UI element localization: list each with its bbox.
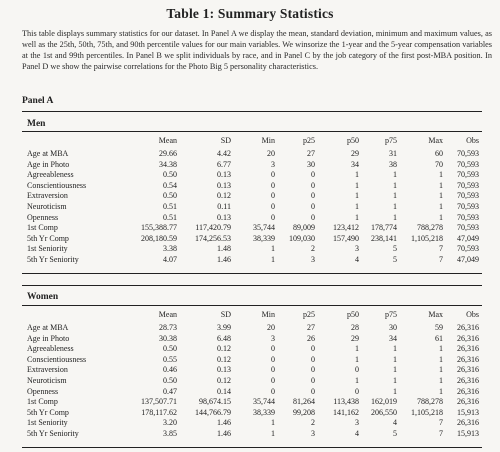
cell-max: 61 [435,333,443,343]
header-mean: Mean [158,136,177,145]
cell-obs: 70,593 [457,149,479,158]
cell-p75: 4 [393,418,397,428]
cell-max: 1,105,218 [411,233,443,243]
header-max: Max [428,310,443,319]
row-label: 1st Seniority [27,418,68,428]
row-label: 1st Comp [27,223,58,233]
table-row [27,149,481,160]
cell-sd: 1.46 [217,418,231,428]
cell-mean: 4.07 [163,254,177,264]
cell-mean: 0.50 [163,191,177,201]
cell-p75: 1 [393,354,397,364]
cell-max: 1 [439,212,443,222]
table-row [27,376,481,387]
cell-mean: 28.73 [159,323,177,332]
table-row [27,213,481,224]
women-section-title: Women [27,292,59,302]
cell-min: 0 [271,180,275,190]
cell-p75: 31 [389,149,397,158]
cell-p75: 1 [393,170,397,180]
cell-max: 1 [439,180,443,190]
cell-min: 1 [271,244,275,254]
cell-p75: 1 [393,375,397,385]
cell-sd: 117,420.79 [195,223,231,233]
cell-p50: 4 [355,428,359,438]
row-label: 5th Yr Seniority [27,428,79,438]
header-obs: Obs [466,310,479,319]
cell-sd: 98,674.15 [199,397,231,407]
table-row [27,160,481,171]
cell-min: 1 [271,428,275,438]
cell-p50: 1 [355,201,359,211]
cell-sd: 0.13 [217,170,231,180]
cell-p25: 0 [311,170,315,180]
cell-obs: 70,593 [457,201,479,211]
cell-max: 7 [439,418,443,428]
cell-sd: 0.11 [217,201,231,211]
cell-min: 1 [271,418,275,428]
row-label: Openness [27,386,59,396]
table-description: This table displays summary statistics for our dataset. In Panel A we display the mean, standard deviation, minimum and maximum values, as well as the 25th, 50th, 75th, and 90th percentile values for our main variables. We winsorize the 1-year and the 5-year compensation variables at the 1st and 99th percentiles. In Panel B we split individuals by race, and in Panel C by the job category of the first post-MBA position. In Panel D we show the pairwise correlations for the Photo Big 5 personality characteristics. [22,29,492,71]
row-label: Neuroticism [27,201,67,211]
cell-sd: 0.12 [217,191,231,201]
table-row [27,397,481,408]
cell-p75: 206,550 [371,407,397,417]
table-row [27,365,481,376]
cell-p25: 0 [311,201,315,211]
cell-p25: 0 [311,354,315,364]
cell-p25: 109,030 [289,233,315,243]
cell-sd: 1.46 [217,254,231,264]
cell-mean: 0.54 [163,180,177,190]
header-p25: p25 [303,136,315,145]
cell-p75: 178,774 [371,223,397,233]
cell-mean: 34.38 [159,159,177,169]
header-blank [27,132,113,149]
cell-sd: 6.77 [217,159,231,169]
cell-min: 20 [267,149,275,158]
table-row [27,234,481,245]
cell-p50: 1 [355,180,359,190]
cell-obs: 70,593 [457,191,479,201]
cell-sd: 144,766.79 [195,407,231,417]
cell-obs: 26,316 [457,397,479,407]
cell-mean: 3.20 [163,418,177,428]
panel-label: Panel A [22,96,54,106]
cell-p75: 1 [393,180,397,190]
cell-p50: 141,162 [333,407,359,417]
cell-p50: 0 [355,386,359,396]
cell-sd: 174,256.53 [195,233,231,243]
cell-p25: 2 [311,244,315,254]
cell-obs: 70,593 [457,159,479,169]
cell-p75: 238,141 [371,233,397,243]
header-p75: p75 [385,136,397,145]
cell-min: 1 [271,254,275,264]
cell-min: 38,339 [253,233,275,243]
cell-min: 35,744 [253,397,275,407]
cell-max: 1 [439,170,443,180]
table-row [27,355,481,366]
cell-min: 0 [271,170,275,180]
table-row [27,408,481,419]
cell-obs: 70,593 [457,170,479,180]
cell-p50: 4 [355,254,359,264]
cell-obs: 70,593 [457,223,479,233]
cell-sd: 0.12 [217,344,231,354]
cell-p25: 0 [311,180,315,190]
header-min: Min [261,310,275,319]
row-label: Agreeableness [27,344,74,354]
header-max: Max [428,136,443,145]
men-top-rule [22,111,482,112]
row-label: 1st Seniority [27,244,68,254]
cell-p75: 5 [393,254,397,264]
cell-p75: 1 [393,344,397,354]
cell-p25: 0 [311,365,315,375]
cell-min: 0 [271,191,275,201]
row-label: 5th Yr Comp [27,407,69,417]
table-row [27,334,481,345]
cell-obs: 70,593 [457,212,479,222]
cell-max: 1 [439,344,443,354]
table-row [27,344,481,355]
women-header-row [27,306,481,323]
cell-p50: 3 [355,418,359,428]
cell-min: 35,744 [253,223,275,233]
cell-sd: 0.13 [217,212,231,222]
cell-min: 3 [271,159,275,169]
row-label: Extraversion [27,365,68,375]
women-stats-table [27,306,481,440]
cell-min: 0 [271,201,275,211]
cell-sd: 0.13 [217,365,231,375]
cell-mean: 155,388.77 [141,223,177,233]
header-p75: p75 [385,310,397,319]
men-bottom-rule [22,273,482,274]
cell-p25: 3 [311,254,315,264]
cell-sd: 4.42 [217,149,231,158]
row-label: Conscientiousness [27,354,87,364]
header-sd: SD [220,310,231,319]
cell-max: 1 [439,386,443,396]
header-mean: Mean [158,310,177,319]
cell-p75: 1 [393,365,397,375]
cell-min: 38,339 [253,407,275,417]
cell-obs: 47,049 [457,233,479,243]
cell-max: 7 [439,254,443,264]
cell-p50: 3 [355,244,359,254]
cell-mean: 137,507.71 [141,397,177,407]
row-label: 1st Comp [27,397,58,407]
cell-obs: 26,316 [457,375,479,385]
cell-max: 7 [439,428,443,438]
cell-sd: 0.12 [217,375,231,385]
cell-max: 1,105,218 [411,407,443,417]
cell-obs: 26,316 [457,365,479,375]
cell-sd: 0.12 [217,354,231,364]
cell-obs: 26,316 [457,344,479,354]
cell-p25: 0 [311,386,315,396]
cell-obs: 26,316 [457,418,479,428]
cell-p75: 38 [389,159,397,169]
cell-p50: 0 [355,365,359,375]
cell-min: 0 [271,375,275,385]
table-row [27,181,481,192]
men-section-title: Men [27,119,46,129]
header-p50: p50 [347,310,359,319]
table-row [27,429,481,440]
cell-max: 788,278 [417,397,443,407]
cell-p25: 26 [307,333,315,343]
cell-p50: 113,438 [333,397,359,407]
cell-p75: 162,019 [371,397,397,407]
cell-mean: 0.50 [163,170,177,180]
cell-mean: 30.38 [159,333,177,343]
cell-max: 60 [435,149,443,158]
cell-p75: 5 [393,244,397,254]
cell-p50: 1 [355,354,359,364]
cell-mean: 0.51 [163,212,177,222]
row-label: Age at MBA [27,149,69,158]
cell-sd: 1.46 [217,428,231,438]
cell-p50: 28 [351,323,359,332]
cell-sd: 1.48 [217,244,231,254]
header-blank [27,306,113,323]
cell-obs: 70,593 [457,180,479,190]
cell-p50: 34 [351,159,359,169]
header-min: Min [261,136,275,145]
cell-mean: 3.85 [163,428,177,438]
row-label: 5th Yr Seniority [27,254,79,264]
table-row [27,244,481,255]
row-label: Age in Photo [27,159,70,169]
cell-min: 0 [271,386,275,396]
cell-p25: 0 [311,191,315,201]
cell-max: 788,278 [417,223,443,233]
cell-mean: 0.50 [163,344,177,354]
cell-obs: 26,316 [457,323,479,332]
cell-min: 3 [271,333,275,343]
cell-mean: 0.47 [163,386,177,396]
table-row [27,323,481,334]
cell-mean: 29.66 [159,149,177,158]
cell-mean: 0.46 [163,365,177,375]
cell-p25: 89,009 [293,223,315,233]
row-label: Age in Photo [27,333,70,343]
cell-mean: 0.55 [163,354,177,364]
cell-p50: 157,490 [333,233,359,243]
cell-p50: 123,412 [333,223,359,233]
cell-max: 59 [435,323,443,332]
cell-p25: 3 [311,428,315,438]
cell-sd: 3.99 [217,323,231,332]
cell-p75: 34 [389,333,397,343]
header-p25: p25 [303,310,315,319]
cell-sd: 0.14 [217,386,231,396]
cell-p50: 1 [355,212,359,222]
cell-obs: 15,913 [457,428,479,438]
cell-p75: 1 [393,191,397,201]
cell-min: 0 [271,212,275,222]
cell-p50: 1 [355,191,359,201]
header-obs: Obs [466,136,479,145]
table-row [27,387,481,398]
table-title: Table 1: Summary Statistics [166,6,334,21]
cell-p50: 1 [355,344,359,354]
cell-p50: 29 [351,149,359,158]
women-top-rule [22,285,482,286]
men-header-row [27,132,481,149]
cell-p75: 30 [389,323,397,332]
cell-mean: 208,180.59 [141,233,177,243]
table-row [27,418,481,429]
cell-p25: 0 [311,212,315,222]
cell-mean: 0.51 [163,201,177,211]
cell-mean: 3.38 [163,244,177,254]
women-bottom-rule [22,447,482,448]
row-label: Agreeableness [27,170,74,180]
cell-obs: 15,913 [457,407,479,417]
cell-p25: 81,264 [293,397,315,407]
cell-obs: 70,593 [457,244,479,254]
cell-min: 0 [271,365,275,375]
cell-mean: 0.50 [163,375,177,385]
men-stats-table [27,132,481,266]
row-label: Neuroticism [27,375,67,385]
table-row [27,255,481,266]
cell-min: 0 [271,354,275,364]
cell-p75: 1 [393,386,397,396]
cell-p25: 99,208 [293,407,315,417]
header-p50: p50 [347,136,359,145]
table-row [27,202,481,213]
table-row [27,170,481,181]
cell-max: 1 [439,365,443,375]
cell-p25: 0 [311,344,315,354]
header-sd: SD [220,136,231,145]
cell-p75: 1 [393,212,397,222]
table-row [27,191,481,202]
cell-obs: 26,316 [457,354,479,364]
cell-obs: 47,049 [457,254,479,264]
cell-mean: 178,117.62 [141,407,177,417]
row-label: Age at MBA [27,323,69,332]
cell-p25: 0 [311,375,315,385]
row-label: Openness [27,212,59,222]
cell-sd: 0.13 [217,180,231,190]
cell-min: 20 [267,323,275,332]
cell-p25: 27 [307,323,315,332]
cell-p25: 30 [307,159,315,169]
row-label: 5th Yr Comp [27,233,69,243]
cell-p50: 29 [351,333,359,343]
cell-max: 1 [439,201,443,211]
table-row [27,223,481,234]
cell-obs: 26,316 [457,386,479,396]
cell-p50: 1 [355,170,359,180]
cell-obs: 26,316 [457,333,479,343]
cell-p75: 5 [393,428,397,438]
row-label: Conscientiousness [27,180,87,190]
cell-max: 70 [435,159,443,169]
cell-sd: 6.48 [217,333,231,343]
cell-p75: 1 [393,201,397,211]
cell-p25: 27 [307,149,315,158]
cell-p25: 2 [311,418,315,428]
row-label: Extraversion [27,191,68,201]
cell-max: 1 [439,354,443,364]
cell-min: 0 [271,344,275,354]
cell-max: 1 [439,191,443,201]
cell-p50: 1 [355,375,359,385]
cell-max: 7 [439,244,443,254]
cell-max: 1 [439,375,443,385]
